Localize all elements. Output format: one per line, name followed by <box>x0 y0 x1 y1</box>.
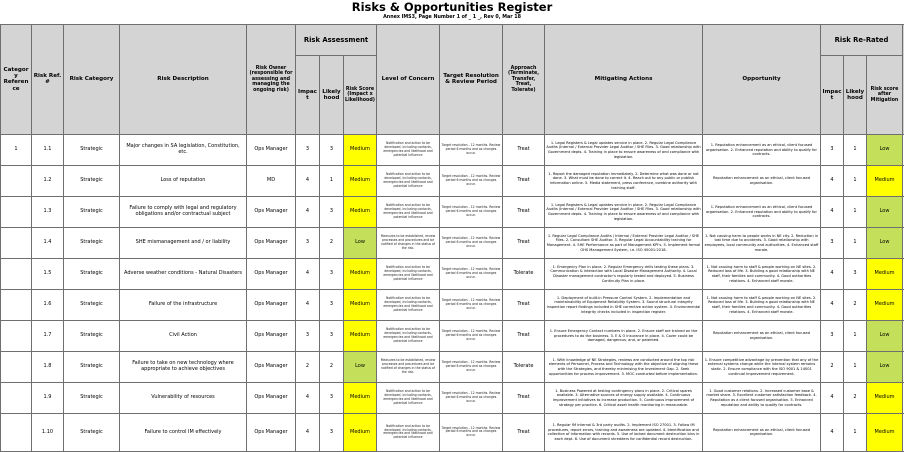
cell-risk-score: Medium <box>344 382 377 413</box>
cell-level-of-concern: Notification and action to be developed, including contacts, emergencies and likelihood and potential influence <box>377 165 440 196</box>
cell-opportunity: 1. Not causing harm to people works in NE city. 2. Reduction in lost time due to accidents. 3. Good relationship with employees, local community and authorities. 4. Enhanced staff morale. <box>703 227 821 258</box>
cell-risk-description: SHE mismanagement and / or liability <box>120 227 247 258</box>
cell-rr-score: Low <box>867 196 903 227</box>
cell-rr-score: Medium <box>867 289 903 320</box>
table-row <box>1 320 904 351</box>
cell-risk-description: Civil Action <box>120 320 247 351</box>
cell-risk-owner: Ops Manager <box>247 413 296 451</box>
cell-risk-category: Strategic <box>64 351 120 382</box>
cell-risk-score: Low <box>344 227 377 258</box>
header-target-resolution: Target Resolution & Review Period <box>440 25 503 135</box>
cell-likelihood: 3 <box>320 413 344 451</box>
cell-mitigating-actions: 1. Legal Registers & Legal updates service in place. 2. Regular Legal Compliance Audits (Internal / External Provider Legal Auditor / SHE Files. 3. Good relationship with Government depts. 4. Training in place to ensure awareness of and compliance with legislation. <box>545 134 703 165</box>
cell-target-resolution: Target resolution - 12 months. Review period 6 months and as changes occur. <box>440 227 503 258</box>
cell-opportunity: 1. Reputation enhancement as an ethical, client focused organisation. 2. Enhanced reputation and ability to qualify for contracts. <box>703 196 821 227</box>
cell-target-resolution: Target resolution - 12 months. Review period 6 months and as changes occur. <box>440 413 503 451</box>
cell-risk-ref: 1.6 <box>32 289 64 320</box>
cell-rr-likelihood: 1 <box>844 351 867 382</box>
cell-approach: Treat <box>503 320 545 351</box>
header-rr-impact: Impact <box>821 56 844 135</box>
header-risk-description: Risk Description <box>120 25 247 135</box>
cell-mitigating-actions: 1. Regular Legal Compliance Audits / Internal / External Provider Legal Auditor / SHE Files. 2. Consultant SHE Auditor. 3. Regular Legal Accountability training for Management. 4. SHE Performance as part of Management KPI's. 5. Implement formal OHS Management System, i.e. ISO 45001:2018. <box>545 227 703 258</box>
cell-risk-owner: MD <box>247 165 296 196</box>
cell-category-reference <box>1 165 32 196</box>
cell-level-of-concern: Measures to be established, review processes and procedures and be notified of changes in the status of the risk. <box>377 227 440 258</box>
header-likelihood: Likely hood <box>320 56 344 135</box>
cell-risk-owner: Ops Manager <box>247 289 296 320</box>
cell-impact: 2 <box>296 351 320 382</box>
cell-likelihood: 3 <box>320 134 344 165</box>
cell-opportunity: 1. Ensure competitive advantage by prevention that any of the external systems change while the internal system remains static. 2. Ensure compliance with the ISO 9001 & 14001 continual improvement requirement. <box>703 351 821 382</box>
cell-rr-impact: 3 <box>821 227 844 258</box>
header-category-reference: Category Reference <box>1 25 32 135</box>
cell-risk-score: Medium <box>344 413 377 451</box>
cell-risk-description: Failure to take on new technology where appropriate to achieve objectives <box>120 351 247 382</box>
cell-approach: Treat <box>503 413 545 451</box>
cell-rr-likelihood: 1 <box>844 320 867 351</box>
cell-risk-category: Strategic <box>64 289 120 320</box>
cell-target-resolution: Target resolution - 12 months. Review period 6 months and as changes occur. <box>440 351 503 382</box>
cell-level-of-concern: Measures to be established, review processes and procedures and be notified of changes in the status of the risk. <box>377 351 440 382</box>
cell-risk-ref: 1.9 <box>32 382 64 413</box>
cell-risk-description: Loss of reputation <box>120 165 247 196</box>
header-risk-category: Risk Category <box>64 25 120 135</box>
cell-risk-category: Strategic <box>64 320 120 351</box>
cell-rr-score: Medium <box>867 382 903 413</box>
cell-target-resolution: Target resolution - 12 months. Review period 6 months and as changes occur. <box>440 134 503 165</box>
table-row <box>1 413 904 451</box>
table-row <box>1 165 904 196</box>
cell-opportunity: 1. Reputation enhancement as an ethical, client focused organisation. 2. Enhanced reputation and ability to qualify for contracts. <box>703 134 821 165</box>
cell-risk-category: Strategic <box>64 227 120 258</box>
cell-category-reference: 1 <box>1 134 32 165</box>
header-risk-score: Risk Score (Impact x Likelihood) <box>344 56 377 135</box>
cell-opportunity: Reputation enhancement as an ethical, client focused organisation. <box>703 413 821 451</box>
cell-rr-impact: 4 <box>821 196 844 227</box>
cell-risk-score: Low <box>344 351 377 382</box>
cell-mitigating-actions: 1. Legal Registers & Legal updates service in place. 2. Regular Legal Compliance Audits (Internal / External Provider Legal Auditor / SHE Files. 3. Good relationship with Government depts. 4. Training in place to ensure awareness of and compliance with legislation. <box>545 196 703 227</box>
cell-risk-ref: 1.8 <box>32 351 64 382</box>
cell-target-resolution: Target resolution - 12 months. Review period 6 months and as changes occur. <box>440 289 503 320</box>
cell-mitigating-actions: 1. With knowledge of NE Strategies, reviews are conducted around the top risk elements of Personnel, Process and Technology with the objective of aligning these with the Strategies, and thereby minimising the Investment Gap. 2. Seek opportunities for process improvement. 3. MOC conducted before implementation. <box>545 351 703 382</box>
cell-mitigating-actions: 1. Regular IM internal & 3rd party audits. 2. Implement ISO 27001. 3. Follow IM procedures, report errors, training and awareness are updated. 4. Identification and collection of information with records. 5. Use of locked document destruction bins in each dept. 6. Use of document shredders for confidential record destruction. <box>545 413 703 451</box>
cell-rr-score: Medium <box>867 258 903 289</box>
cell-rr-score: Medium <box>867 413 903 451</box>
cell-approach: Tolerate <box>503 351 545 382</box>
header-risk-rerated: Risk Re-Rated <box>821 25 903 56</box>
cell-level-of-concern: Notification and action to be developed, including contacts, emergencies and likelihood and potential influence <box>377 320 440 351</box>
cell-approach: Treat <box>503 165 545 196</box>
cell-level-of-concern: Notification and action to be developed, including contacts, emergencies and likelihood and potential influence <box>377 413 440 451</box>
cell-opportunity: 1. Good customer relations. 2. Increased customer base & market share. 3. Excellent customer satisfaction feedback. 4. Reputation as a client focused organisation. 5. Enhanced reputation and ability to qualify for contracts. <box>703 382 821 413</box>
cell-level-of-concern: Notification and action to be developed, including contacts, emergencies and likelihood and potential influence <box>377 196 440 227</box>
cell-rr-likelihood: 1 <box>844 165 867 196</box>
cell-target-resolution: Target resolution - 12 months. Review period 6 months and as changes occur. <box>440 320 503 351</box>
cell-impact: 4 <box>296 196 320 227</box>
table-row <box>1 289 904 320</box>
cell-mitigating-actions: 1. Emergency Plan in place. 2. Regular Emergency drills testing these plans. 3. Communication & interaction with Local Disaster Management Authority. 4. Local Disaster management contractor's regularly tested and deployed. 5. Business Continuity Plan in place. <box>545 258 703 289</box>
table-row <box>1 227 904 258</box>
table-row <box>1 351 904 382</box>
cell-approach: Treat <box>503 134 545 165</box>
cell-rr-impact: 4 <box>821 165 844 196</box>
cell-risk-ref: 1.10 <box>32 413 64 451</box>
cell-risk-ref: 1.5 <box>32 258 64 289</box>
cell-rr-likelihood: 2 <box>844 382 867 413</box>
table-row <box>1 196 904 227</box>
cell-mitigating-actions: 1. Business Powered at testing contingency plans in place. 2. Critical spares available. 3. Alternative sources of energy supply available. 4. Continuous improvement initiatives to increase production. 5. Continuous improvement of strategy per practice. 6. Critical asset health monitoring in measurable. <box>545 382 703 413</box>
table-row <box>1 258 904 289</box>
cell-approach: Treat <box>503 289 545 320</box>
header-impact: Impact <box>296 56 320 135</box>
cell-risk-category: Strategic <box>64 196 120 227</box>
cell-level-of-concern: Notification and action to be developed, including contacts, emergencies and likelihood and potential influence <box>377 134 440 165</box>
cell-risk-owner: Ops Manager <box>247 382 296 413</box>
cell-risk-score: Medium <box>344 196 377 227</box>
cell-risk-score: Medium <box>344 258 377 289</box>
cell-category-reference <box>1 227 32 258</box>
cell-approach: Treat <box>503 382 545 413</box>
cell-risk-score: Medium <box>344 165 377 196</box>
cell-target-resolution: Target resolution - 12 months. Review period 6 months and as changes occur. <box>440 196 503 227</box>
cell-likelihood: 3 <box>320 289 344 320</box>
cell-impact: 4 <box>296 413 320 451</box>
cell-category-reference <box>1 351 32 382</box>
cell-opportunity: 1. Not causing harm to staff & people working on NE sites. 2. Reduced loss of life. 3. Building a good relationship with NE staff, their families and community. 4. Good authorities relations. 4. Enhanced staff morale. <box>703 258 821 289</box>
header-rr-score: Risk score after Mitigation <box>867 56 903 135</box>
cell-category-reference <box>1 258 32 289</box>
cell-rr-impact: 4 <box>821 413 844 451</box>
cell-approach: Tolerate <box>503 258 545 289</box>
cell-rr-score: Low <box>867 227 903 258</box>
cell-impact: 3 <box>296 320 320 351</box>
cell-risk-owner: Ops Manager <box>247 227 296 258</box>
cell-risk-ref: 1.3 <box>32 196 64 227</box>
cell-risk-category: Strategic <box>64 258 120 289</box>
cell-likelihood: 2 <box>320 227 344 258</box>
cell-level-of-concern: Notification and action to be developed, including contacts, emergencies and likelihood and potential influence <box>377 258 440 289</box>
header-approach: Approach (Terminate, Transfer, Treat, Tolerate) <box>503 25 545 135</box>
cell-risk-category: Strategic <box>64 382 120 413</box>
cell-risk-description: Failure of the infrastructure <box>120 289 247 320</box>
cell-rr-impact: 4 <box>821 382 844 413</box>
cell-mitigating-actions: 1. Deployment of built-in Pressure Control System. 2. Implementation and maintainability of Equipment Reliability System. 3. Sound structural integrity inspection report findings included in SHE corrective action system. 4. Environmental integrity checks included in inspection register. <box>545 289 703 320</box>
cell-likelihood: 3 <box>320 258 344 289</box>
cell-impact: 3 <box>296 134 320 165</box>
cell-level-of-concern: Notification and action to be developed, including contacts, emergencies and likelihood and potential influence <box>377 382 440 413</box>
cell-risk-ref: 1.4 <box>32 227 64 258</box>
cell-opportunity: Reputation enhancement as an ethical, client focused organisation. <box>703 320 821 351</box>
cell-risk-owner: Ops Manager <box>247 258 296 289</box>
cell-rr-impact: 3 <box>821 320 844 351</box>
cell-risk-owner: Ops Manager <box>247 196 296 227</box>
cell-risk-ref: 1.2 <box>32 165 64 196</box>
cell-rr-score: Low <box>867 351 903 382</box>
cell-category-reference <box>1 413 32 451</box>
cell-level-of-concern: Notification and action to be developed, including contacts, emergencies and likelihood and potential influence <box>377 289 440 320</box>
cell-approach: Treat <box>503 227 545 258</box>
cell-likelihood: 3 <box>320 320 344 351</box>
header-risk-owner: Risk Owner (responsible for assessing and managing the ongoing risk) <box>247 25 296 135</box>
cell-likelihood: 1 <box>320 165 344 196</box>
cell-rr-likelihood: 1 <box>844 227 867 258</box>
cell-target-resolution: Target resolution - 12 months. Review period 6 months and as changes occur. <box>440 165 503 196</box>
cell-rr-likelihood: 1 <box>844 413 867 451</box>
cell-likelihood: 2 <box>320 351 344 382</box>
cell-rr-impact: 2 <box>821 351 844 382</box>
cell-risk-category: Strategic <box>64 134 120 165</box>
cell-risk-owner: Ops Manager <box>247 320 296 351</box>
cell-target-resolution: Target resolution - 12 months. Review period 6 months and as changes occur. <box>440 258 503 289</box>
cell-rr-score: Medium <box>867 165 903 196</box>
cell-risk-description: Failure to comply with legal and regulatory obligations and/or contractual subject <box>120 196 247 227</box>
cell-risk-category: Strategic <box>64 165 120 196</box>
cell-category-reference <box>1 289 32 320</box>
cell-category-reference <box>1 382 32 413</box>
cell-impact: 4 <box>296 289 320 320</box>
header-risk-assessment: Risk Assessment <box>296 25 377 56</box>
cell-impact: 4 <box>296 165 320 196</box>
cell-opportunity: 1. Not causing harm to staff & people working on NE sites. 2. Reduced loss of life. 3. Building a good relationship with NE staff, their families and community. 4. Good authorities relations. 4. Enhanced staff morale. <box>703 289 821 320</box>
cell-target-resolution: Target resolution - 12 months. Review period 6 months and as changes occur. <box>440 382 503 413</box>
cell-risk-description: Major changes in SA legislation, Constitution, etc. <box>120 134 247 165</box>
cell-rr-impact: 3 <box>821 134 844 165</box>
cell-likelihood: 3 <box>320 196 344 227</box>
cell-risk-description: Vulnerability of resources <box>120 382 247 413</box>
cell-risk-category: Strategic <box>64 413 120 451</box>
header-mitigating-actions: Mitigating Actions <box>545 25 703 135</box>
cell-impact: 4 <box>296 258 320 289</box>
cell-rr-likelihood: 1 <box>844 134 867 165</box>
cell-category-reference <box>1 196 32 227</box>
page-title: Risks & Opportunities Register <box>0 1 904 14</box>
cell-mitigating-actions: 1. Ensure Emergency Contact numbers in place. 2. Ensure staff are trained on the procedures to do the business. 3. E & O insurance in place. 4. Cover could be damaged, dangerous, and, or patented. <box>545 320 703 351</box>
cell-category-reference <box>1 320 32 351</box>
table-row <box>1 134 904 165</box>
cell-rr-impact: 4 <box>821 258 844 289</box>
cell-impact: 4 <box>296 382 320 413</box>
cell-rr-likelihood: 3 <box>844 258 867 289</box>
risk-register-table <box>0 24 904 452</box>
cell-risk-score: Medium <box>344 320 377 351</box>
cell-rr-impact: 4 <box>821 289 844 320</box>
cell-risk-description: Failure to control IM effectively <box>120 413 247 451</box>
cell-mitigating-actions: 1. Report the damaged reputation immediately. 2. Determine what was done or not done. 3. What must be done to correct it. 4. Reach out to any public or publish information online. 5. Media statement, press conference, combine authority with training staff. <box>545 165 703 196</box>
cell-risk-score: Medium <box>344 134 377 165</box>
cell-rr-likelihood: 1 <box>844 196 867 227</box>
cell-opportunity: Reputation enhancement as an ethical, client focused organisation. <box>703 165 821 196</box>
header-rr-likelihood: Likely hood <box>844 56 867 135</box>
cell-risk-ref: 1.1 <box>32 134 64 165</box>
header-level-of-concern: Level of Concern <box>377 25 440 135</box>
cell-risk-score: Medium <box>344 289 377 320</box>
cell-risk-owner: Ops Manager <box>247 351 296 382</box>
cell-approach: Treat <box>503 196 545 227</box>
cell-rr-score: Low <box>867 320 903 351</box>
page-subtitle: Annex IMS3, Page Number 1 of _ 1 _, Rev 0, Mar 18 <box>0 15 904 21</box>
cell-risk-ref: 1.7 <box>32 320 64 351</box>
cell-likelihood: 3 <box>320 382 344 413</box>
header-risk-ref: Risk Ref. # <box>32 25 64 135</box>
header-opportunity: Opportunity <box>703 25 821 135</box>
cell-risk-owner: Ops Manager <box>247 134 296 165</box>
cell-rr-likelihood: 2 <box>844 289 867 320</box>
cell-rr-score: Low <box>867 134 903 165</box>
cell-risk-description: Adverse weather conditions - Natural Disasters <box>120 258 247 289</box>
table-row <box>1 382 904 413</box>
cell-impact: 3 <box>296 227 320 258</box>
